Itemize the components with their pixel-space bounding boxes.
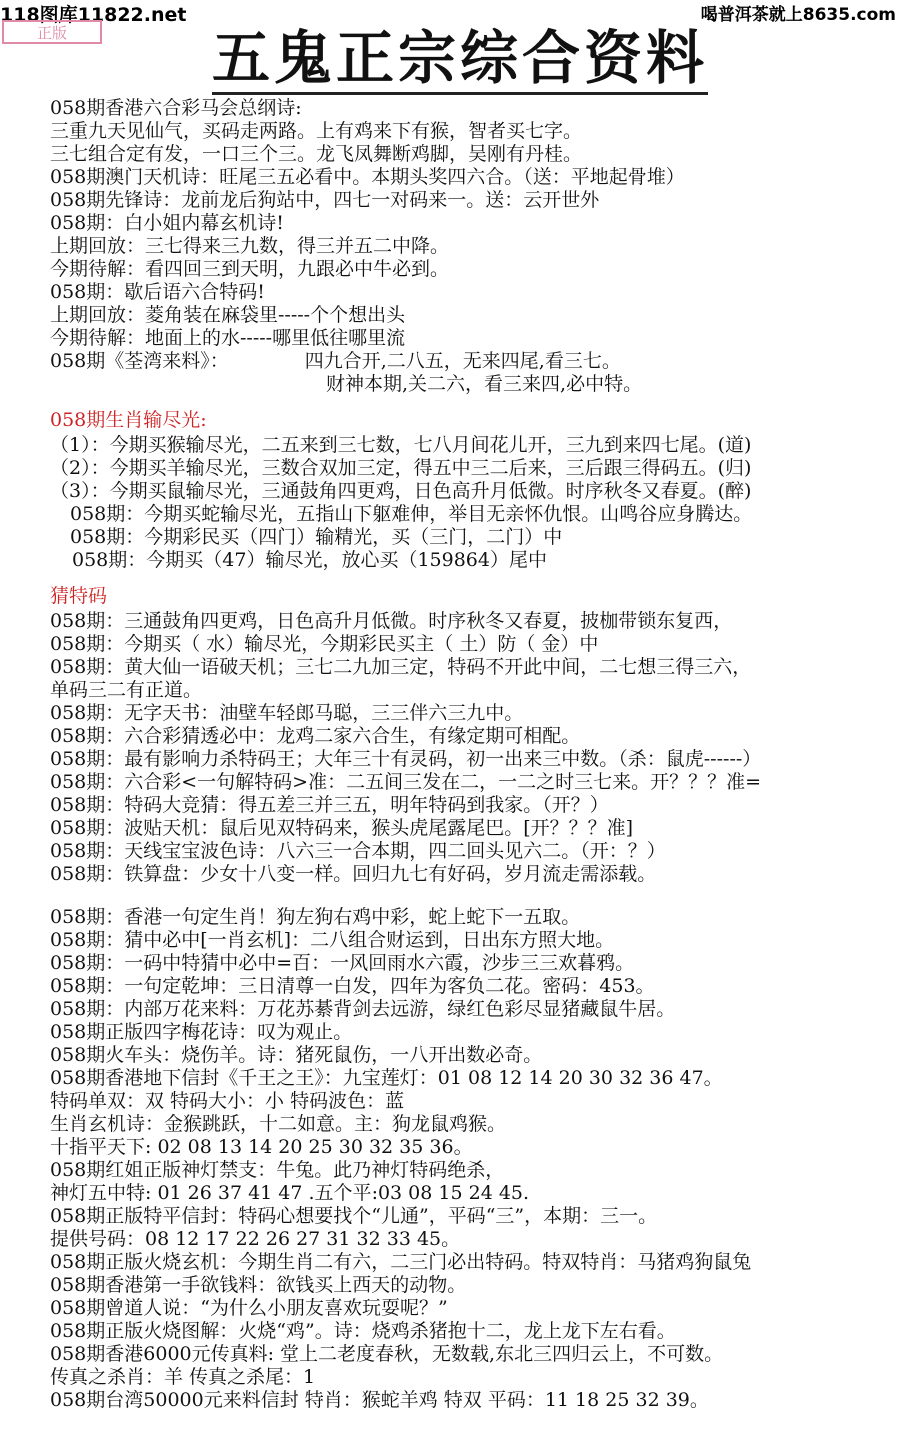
text-line: 今期待解：看四回三到天明，九跟必中牛必到。 (50, 258, 450, 280)
text-line: 058期：内部万花来料：万花苏綦背剑去远游，绿红色彩尽显猪藏鼠牛居。 (50, 998, 676, 1020)
text-line: 神灯五中特: 01 26 37 41 47 .五个平:03 08 15 24 45. (50, 1182, 530, 1204)
text-line: 十指平天下: 02 08 13 14 20 25 30 32 35 36。 (50, 1136, 473, 1158)
title-underline (212, 92, 708, 95)
block-last (50, 906, 900, 1412)
text-line: （2）：今期买羊输尽光，三数合双加三定，得五中三二后来，三后跟三得码五。(归) (50, 457, 752, 479)
text-line: 058期正版四字梅花诗：叹为观止。 (50, 1021, 353, 1043)
text-line: 今期待解：地面上的水-----哪里低往哪里流 (50, 327, 406, 349)
text-line: 单码三二有正道。 (50, 679, 203, 701)
text-line: 058期：一句定乾坤：三日清尊一白发，四年为客负二花。密码：453。 (50, 975, 655, 997)
text-line: 058期：无字天书：油壁车轻郎马聪，三三伴六三九中。 (50, 702, 524, 724)
text-line: （1）：今期买猴输尽光，二五来到三七数，七八月间花儿开，三九到来四七尾。(道) (50, 434, 752, 456)
text-line: 058期：最有影响力杀特码王；大年三十有灵码，初一出来三中数。（杀：鼠虎------） (50, 748, 762, 770)
text-line: 058期：特码大竞猜：得五差三并三五，明年特码到我家。（开？） (50, 794, 609, 816)
caitema-heading: 猜特码 (50, 585, 108, 607)
text-line: 058期：今期买蛇输尽光，五指山下躯难伸，举目无亲怀仇恨。山鸣谷应身腾达。 (70, 503, 753, 525)
quanwan-label: 058期《荃湾来料》： (50, 350, 229, 372)
text-line: 058期：六合彩<一句解特码>准：二五间三发在二，一二之时三七来。开？？？准= (50, 771, 762, 793)
block1 (50, 97, 900, 396)
text-line: （3）：今期买鼠输尽光，三通鼓角四更鸡，日色高升月低微。时序秋冬又春夏。(醉) (50, 480, 752, 502)
text-line: 058期香港六合彩马会总纲诗: (50, 97, 302, 119)
text-line: 058期：天线宝宝波色诗：八六三一合本期，四二回头见六二。（开：？） (50, 840, 666, 862)
text-line: 058期：猜中必中[一肖玄机]：二八组合财运到，日出东方照大地。 (50, 929, 615, 951)
text-line: 058期正版火烧图解：火烧“鸡”。诗：烧鸡杀猪抱十二，龙上龙下左右看。 (50, 1320, 676, 1342)
text-line: 058期香港地下信封《千王之王》：九宝莲灯：01 08 12 14 20 30 32 36 47。 (50, 1067, 723, 1089)
text-line: 058期香港第一手欲钱料：欲钱买上西天的动物。 (50, 1274, 467, 1296)
text-line: 058期：一码中特猜中必中=百：一风回雨水六霞，沙步三三欢暮鸦。 (50, 952, 635, 974)
shusheng-lines (50, 434, 900, 572)
text-line: 058期：波贴天机：鼠后见双特码来，猴头虎尾露尾巴。[开？？？准] (50, 817, 634, 839)
text-line: 058期：今期买（47）输尽光，放心买（159864）尾中 (72, 549, 547, 571)
text-line: 058期：三通鼓角四更鸡，日色高升月低微。时序秋冬又春夏，披枷带锁东复西， (50, 610, 733, 632)
text-line: 058期：六合彩猜透必中：龙鸡二家六合生，有缘定期可相配。 (50, 725, 581, 747)
watermark-right: 喝普洱茶就上8635.com (700, 5, 896, 25)
text-line: 特码单双：双 特码大小：小 特码波色：蓝 (50, 1090, 405, 1112)
text-line: 058期香港6000元传真料: 堂上二老度春秋，无数载,东北三四归云上，不可数。 (50, 1343, 724, 1365)
quanwan-line1: 四九合开,二八五，无来四尾,看三七。 (304, 350, 621, 372)
text-line: 058期台湾50000元来料信封 特肖：猴蛇羊鸡 特双 平码：11 18 25 32 39。 (50, 1389, 709, 1411)
text-line: 058期：今期彩民买（四门）输精光，买（三门，二门）中 (70, 526, 563, 548)
document-body (50, 97, 900, 1412)
text-line: 生肖玄机诗：金猴跳跃，十二如意。主：狗龙鼠鸡猴。 (50, 1113, 507, 1135)
text-line: 058期红姐正版神灯禁支：牛兔。此乃神灯特码绝杀， (50, 1159, 505, 1181)
watermark-left: 118图库11822.net (0, 4, 187, 26)
zhengban-stamp: 正版 (2, 20, 102, 44)
text-line: 传真之杀肖：羊 传真之杀尾：1 (50, 1366, 316, 1388)
caitema-lines (50, 610, 900, 886)
text-line: 058期澳门天机诗：旺尾三五必看中。本期头奖四六合。（送：平地起骨堆） (50, 166, 685, 188)
text-line: 058期：白小姐内幕玄机诗! (50, 212, 284, 234)
text-line: 058期正版火烧玄机：今期生肖二有六，二三门必出特码。特双特肖：马猪鸡狗鼠兔 (50, 1251, 752, 1273)
text-line: 058期：香港一句定生肖！狗左狗右鸡中彩，蛇上蛇下一五取。 (50, 906, 581, 928)
text-line: 058期：今期买（ 水）输尽光，今期彩民买主（ 土）防（ 金）中 (50, 633, 599, 655)
text-line: 058期曾道人说：“为什么小朋友喜欢玩耍呢？” (50, 1297, 448, 1319)
text-line: 058期正版特平信封：特码心想要找个“儿通”，平码“三”，本期：三一。 (50, 1205, 658, 1227)
shusheng-heading: 058期生肖输尽光: (50, 409, 207, 431)
text-line: 058期火车头：烧伤羊。诗：猪死鼠伤，一八开出数必奇。 (50, 1044, 543, 1066)
quanwan-line (50, 350, 900, 373)
text-line: 提供号码：08 12 17 22 26 27 31 32 33 45。 (50, 1228, 461, 1250)
text-line: 上期回放：菱角装在麻袋里-----个个想出头 (50, 304, 406, 326)
text-line: 058期先锋诗：龙前龙后狗站中，四七一对码来一。送：云开世外 (50, 189, 600, 211)
quanwan-line2: 财神本期,关二六，看三来四,必中特。 (326, 373, 643, 395)
text-line: 三重九天见仙气，买码走两路。上有鸡来下有猴，智者买七字。 (50, 120, 583, 142)
text-line: 058期：黄大仙一语破天机；三七二九加三定，特码不开此中间，二七想三得三六， (50, 656, 752, 678)
page-title: 五鬼正宗综合资料 (212, 24, 708, 92)
text-line: 058期：歇后语六合特码! (50, 281, 265, 303)
text-line: 三七组合定有发，一口三个三。龙飞凤舞断鸡脚，吴刚有丹桂。 (50, 143, 583, 165)
text-line: 058期：铁算盘：少女十八变一样。回归九七有好码，岁月流走需添载。 (50, 863, 657, 885)
text-line: 上期回放：三七得来三九数，得三并五二中降。 (50, 235, 450, 257)
